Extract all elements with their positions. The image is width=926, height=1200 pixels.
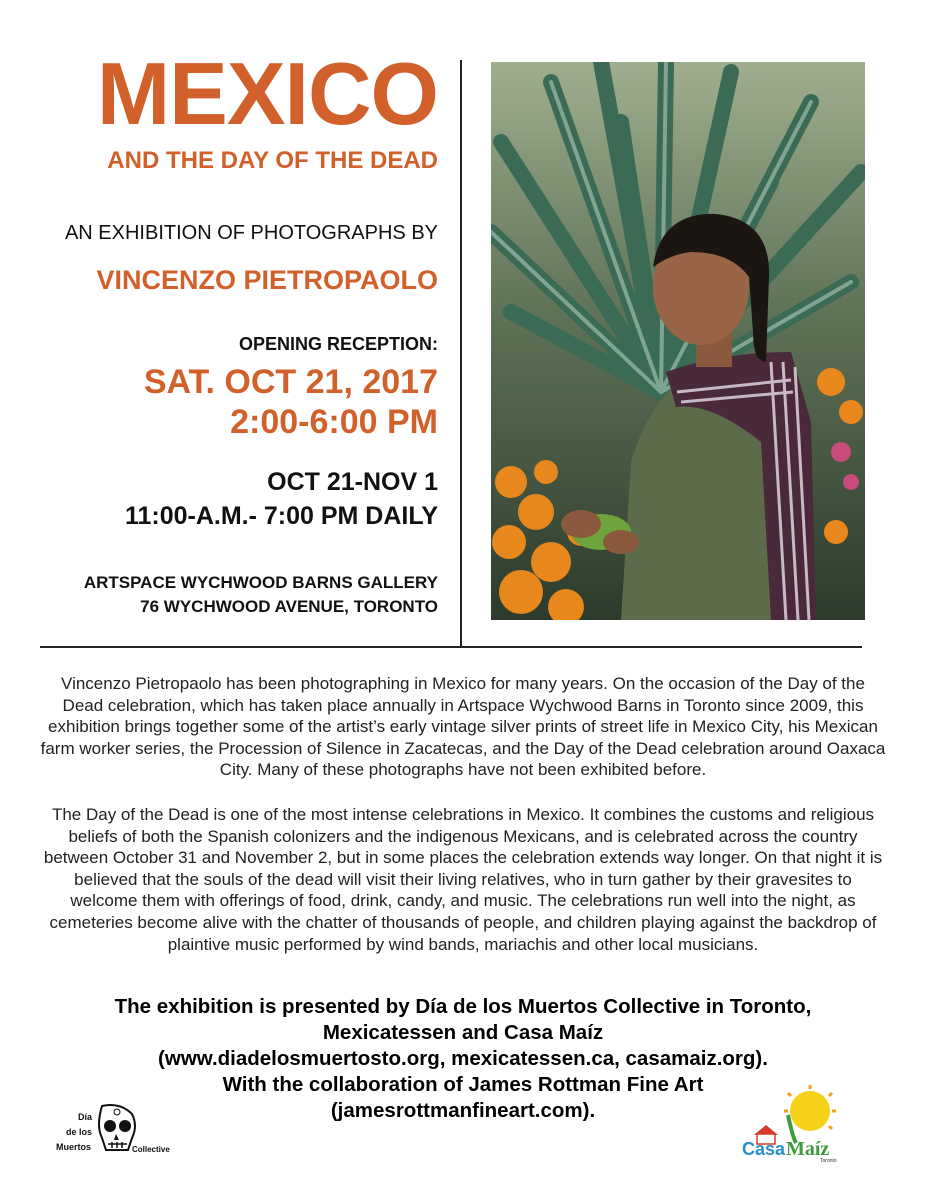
casa-maiz-logo: [740, 1085, 850, 1165]
credit-line-3: (www.diadelosmuertosto.org, mexicatessen.ca, casamaiz.org).: [158, 1047, 768, 1070]
page-title: MEXICO: [96, 44, 438, 143]
logo-word-dia: Día: [78, 1112, 93, 1122]
reception-time: 2:00-6:00 PM: [230, 403, 438, 441]
credit-line-4: With the collaboration of James Rottman Fine Art: [222, 1073, 704, 1096]
horizontal-divider: [40, 646, 862, 648]
description-paragraph-2: The Day of the Dead is one of the most intense celebrations in Mexico. It combines the customs and religious beliefs of both the Spanish colonizers and the indigenous Mexicans, and is celebrated across the country between October 31 and November 2, but in some places the celebration extends way longer. On that night it is believed that the souls of the dead will visit their living relatives, who in turn gather by their gravesites to welcome them with offerings of food, drink, candy, and music. The celebrations run well into the night, as cemeteries become alive with the chatter of thousands of people, and children playing against the backdrop of plaintive music performed by wind bands, mariachis and other local musicians.: [43, 805, 883, 954]
dia-de-los-muertos-logo: [52, 1098, 172, 1166]
exhibition-photo: [491, 62, 865, 620]
page-subtitle: AND THE DAY OF THE DEAD: [107, 147, 438, 174]
reception-date: SAT. OCT 21, 2017: [143, 363, 438, 401]
logo-word-de-los: de los: [66, 1127, 93, 1137]
vertical-divider: [460, 60, 462, 646]
credit-line-1: The exhibition is presented by Día de los Muertos Collective in Toronto,: [114, 995, 812, 1018]
logo-word-toronto: Toronto: [820, 1158, 837, 1164]
credit-line-5: (jamesrottmanfineart.com).: [330, 1099, 596, 1122]
skull-icon: [99, 1105, 135, 1150]
venue-address: 76 WYCHWOOD AVENUE, TORONTO: [140, 597, 438, 616]
reception-label: OPENING RECEPTION:: [238, 334, 438, 354]
logo-word-muertos: Muertos: [56, 1142, 92, 1152]
logo-word-collective: Collective: [132, 1145, 170, 1154]
logo-word-casa: Casa: [742, 1139, 786, 1159]
credit-line-2: Mexicatessen and Casa Maíz: [322, 1021, 604, 1044]
description-paragraph-1: Vincenzo Pietropaolo has been photographing in Mexico for many years. On the occasion of the Day of the Dead celebration, which has taken place annually in Artspace Wychwood Barns in Toronto since 2009, this exhibition brings together some of the artist’s early vintage silver prints of street life in Mexico City, his Mexican farm worker series, the Procession of Silence in Zacatecas, and the Day of the Dead celebration around Oaxaca City. Many of these photographs have not been exhibited before.: [40, 674, 886, 780]
exhibition-dates: OCT 21-NOV 1: [267, 468, 438, 496]
sun-corn-icon: [754, 1085, 836, 1144]
artist-name: VINCENZO PIETROPAOLO: [96, 265, 438, 295]
exhibition-hours: 11:00-A.M.- 7:00 PM DAILY: [124, 502, 438, 530]
venue-name: ARTSPACE WYCHWOOD BARNS GALLERY: [83, 573, 438, 592]
logo-word-maiz: Maíz: [786, 1138, 830, 1160]
exhibition-intro: AN EXHIBITION OF PHOTOGRAPHS BY: [64, 222, 438, 244]
